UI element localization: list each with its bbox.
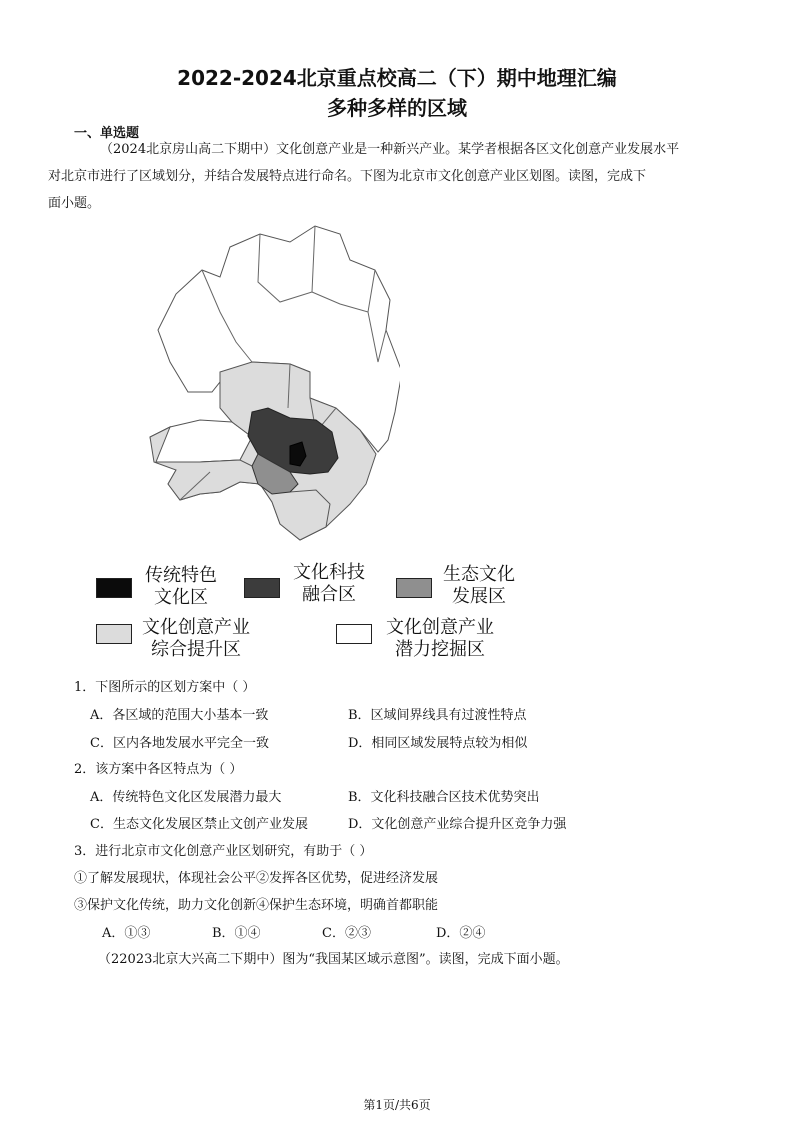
section-title: 一、单选题 bbox=[74, 126, 140, 141]
question-1-option-a[interactable]: A．各区域的范围大小基本一致 bbox=[90, 708, 269, 723]
question-1-option-c[interactable]: C．区内各地发展水平完全一致 bbox=[90, 736, 269, 751]
question-2-option-c[interactable]: C．生态文化发展区禁止文创产业发展 bbox=[90, 817, 308, 832]
legend-label-potential-line1: 文化创意产业 bbox=[386, 617, 494, 638]
next-section-intro: （22023北京大兴高二下期中）图为“我国某区域示意图”。读图，完成下面小题。 bbox=[98, 952, 569, 967]
legend-label-traditional-line1: 传统特色 bbox=[145, 565, 217, 586]
question-3-option-c[interactable]: C．②③ bbox=[322, 926, 371, 941]
question-1-option-d[interactable]: D．相同区域发展特点较为相似 bbox=[348, 736, 528, 751]
question-3-line-1: ①了解发展现状，体现社会公平②发挥各区优势，促进经济发展 bbox=[74, 871, 439, 886]
question-3-line-2: ③保护文化传统，助力文化创新④保护生态环境，明确首都职能 bbox=[74, 898, 439, 913]
intro-line-2: 对北京市进行了区域划分，并结合发展特点进行命名。下图为北京市文化创意产业区划图。读图，完成下 bbox=[48, 169, 647, 184]
question-2-option-d[interactable]: D．文化创意产业综合提升区竞争力强 bbox=[348, 817, 567, 832]
legend-label-potential-line2: 潜力挖掘区 bbox=[395, 639, 485, 660]
question-2-option-b[interactable]: B．文化科技融合区技术优势突出 bbox=[348, 790, 540, 805]
question-1-stem: 1．下图所示的区划方案中（ ） bbox=[74, 680, 256, 695]
legend-label-tech-line1: 文化科技 bbox=[293, 562, 365, 583]
legend-label-eco-line2: 发展区 bbox=[452, 586, 506, 607]
intro-paragraph bbox=[48, 136, 726, 217]
question-3-stem: 3．进行北京市文化创意产业区划研究，有助于（ ） bbox=[74, 844, 373, 859]
legend-swatch-eco bbox=[396, 578, 432, 598]
legend-label-comprehensive-line2: 综合提升区 bbox=[151, 639, 241, 660]
question-3-option-b[interactable]: B．①④ bbox=[212, 926, 261, 941]
document-title-line1: 2022-2024北京重点校高二（下）期中地理汇编 bbox=[177, 66, 617, 90]
legend-swatch-tech bbox=[244, 578, 280, 598]
document-title-line2: 多种多样的区域 bbox=[327, 96, 467, 120]
legend-label-traditional-line2: 文化区 bbox=[154, 587, 208, 608]
intro-line-1: （2024北京房山高二下期中）文化创意产业是一种新兴产业。某学者根据各区文化创意产业发展水平 bbox=[100, 142, 680, 157]
legend-label-tech-line2: 融合区 bbox=[302, 584, 356, 605]
intro-line-3: 面小题。 bbox=[48, 196, 101, 211]
legend-swatch-potential bbox=[336, 624, 372, 644]
legend-label-eco-line1: 生态文化 bbox=[443, 564, 515, 585]
legend-label-comprehensive-line1: 文化创意产业 bbox=[142, 617, 250, 638]
question-2-stem: 2．该方案中各区特点为（ ） bbox=[74, 762, 243, 777]
question-2-option-a[interactable]: A．传统特色文化区发展潜力最大 bbox=[90, 790, 282, 805]
question-1-option-b[interactable]: B．区域间界线具有过渡性特点 bbox=[348, 708, 527, 723]
beijing-cultural-industry-map bbox=[140, 222, 400, 550]
question-3-option-d[interactable]: D．②④ bbox=[436, 926, 486, 941]
question-3-option-a[interactable]: A．①③ bbox=[102, 926, 151, 941]
legend-swatch-traditional bbox=[96, 578, 132, 598]
legend-swatch-comprehensive bbox=[96, 624, 132, 644]
map-region-potential-west bbox=[150, 420, 252, 462]
page-footer: 第1页/共6页 bbox=[363, 1098, 431, 1112]
